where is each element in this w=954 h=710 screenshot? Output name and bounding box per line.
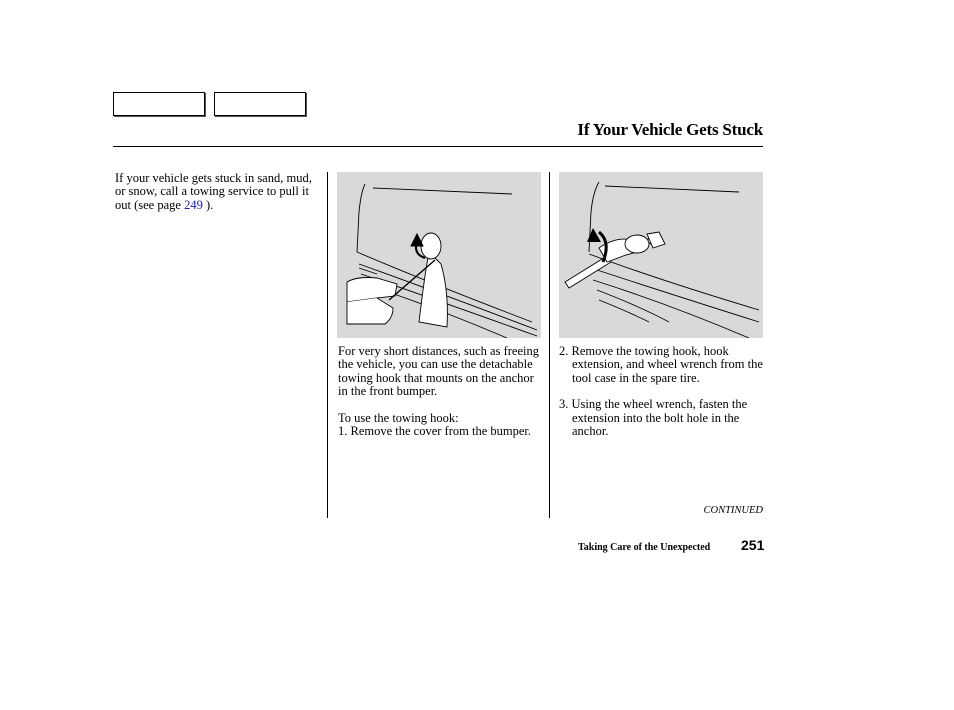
intro-paragraph [115,172,315,212]
step-2: 2. Remove the towing hook, hook extension, and wheel wrench from the tool case in the spare tire. [559,344,763,385]
title-rule [113,146,763,147]
footer-section-title: Taking Care of the Unexpected [578,542,711,553]
column3-text [559,345,764,438]
column-divider-1 [327,172,328,518]
step-3: 3. Using the wheel wrench, fasten the extension into the bolt hole in the anchor. [559,397,748,439]
step-1: 1. Remove the cover from the bumper. [338,424,531,439]
intro-text: If your vehicle gets stuck in sand, mud, or snow, call a towing service to pull it out (see page [115,171,312,212]
intro-text-end: ). [202,197,214,212]
continued-label: CONTINUED [703,505,763,516]
figure-remove-cover [337,172,541,338]
page-249-link[interactable]: 249 [184,197,203,212]
remove-cover-illustration [337,172,541,338]
column-divider-2 [549,172,550,518]
nav-button-index[interactable] [214,92,306,116]
column2-text [338,345,543,438]
towing-hook-subheading: To use the towing hook: [338,410,459,425]
nav-button-contents[interactable] [113,92,205,116]
page-number: 251 [741,537,765,553]
page-title: If Your Vehicle Gets Stuck [577,120,763,139]
fasten-extension-illustration [559,172,763,338]
figure-fasten-extension [559,172,763,338]
towing-hook-paragraph: For very short distances, such as freeing the vehicle, you can use the detachable towing hook that mounts on the anchor in the front bumper. [338,344,539,399]
